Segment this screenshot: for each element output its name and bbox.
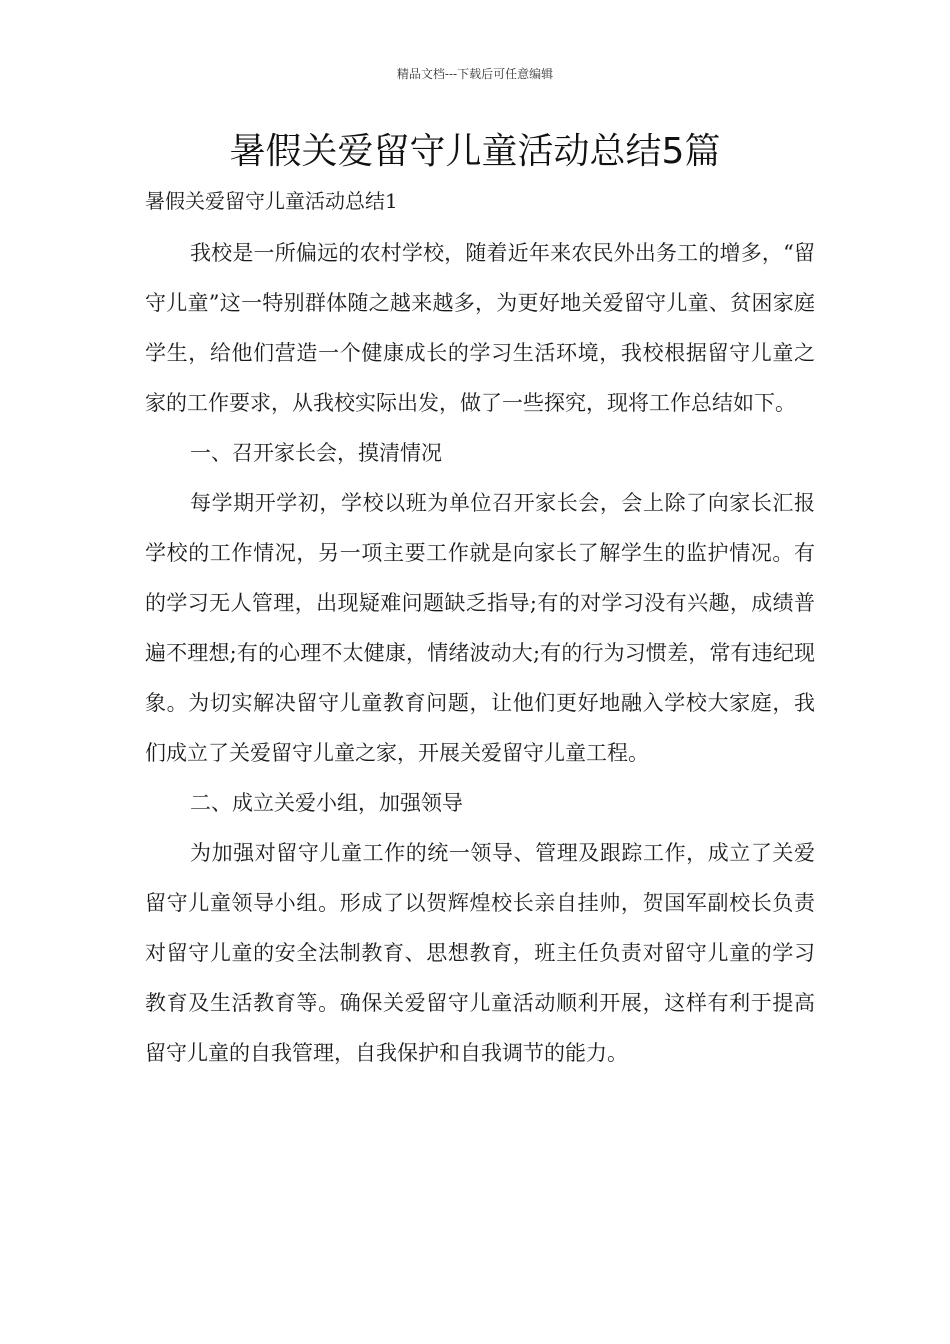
paragraph-section-1: 每学期开学初，学校以班为单位召开家长会，会上除了向家长汇报学校的工作情况，另一项主要工作就是向家长了解学生的监护情况。有的学习无人管理，出现疑难问题缺乏指导;有的对学习没有兴趣，成绩普遍不理想;有的心理不太健康，情绪波动大;有的行为习惯差，常有违纪现象。为切实解决留守儿童教育问题，让他们更好地融入学校大家庭，我们成立了关爱留守儿童之家，开展关爱留守儿童工程。 — [145, 491, 815, 765]
section-heading-2: 二、成立关爱小组，加强领导 — [190, 791, 463, 815]
document-subtitle: 暑假关爱留守儿童活动总结1 — [145, 189, 398, 213]
section-heading-1: 一、召开家长会，摸清情况 — [190, 441, 442, 465]
document-body — [145, 228, 815, 1078]
document-title: 暑假关爱留守儿童活动总结5篇 — [229, 131, 721, 172]
paragraph-intro: 我校是一所偏远的农村学校，随着近年来农民外出务工的增多，“留守儿童”这一特别群体随之越来越多，为更好地关爱留守儿童、贫困家庭学生，给他们营造一个健康成长的学习生活环境，我校根据留守儿童之家的工作要求，从我校实际出发，做了一些探究，现将工作总结如下。 — [145, 241, 815, 415]
paragraph-section-2: 为加强对留守儿童工作的统一领导、管理及跟踪工作，成立了关爱留守儿童领导小组。形成了以贺辉煌校长亲自挂帅，贺国军副校长负责对留守儿童的安全法制教育、思想教育，班主任负责对留守儿童的学习教育及生活教育等。确保关爱留守儿童活动顺利开展，这样有利于提高留守儿童的自我管理，自我保护和自我调节的能力。 — [145, 841, 815, 1065]
header-note: 精品文档---下载后可任意编辑 — [396, 67, 554, 81]
